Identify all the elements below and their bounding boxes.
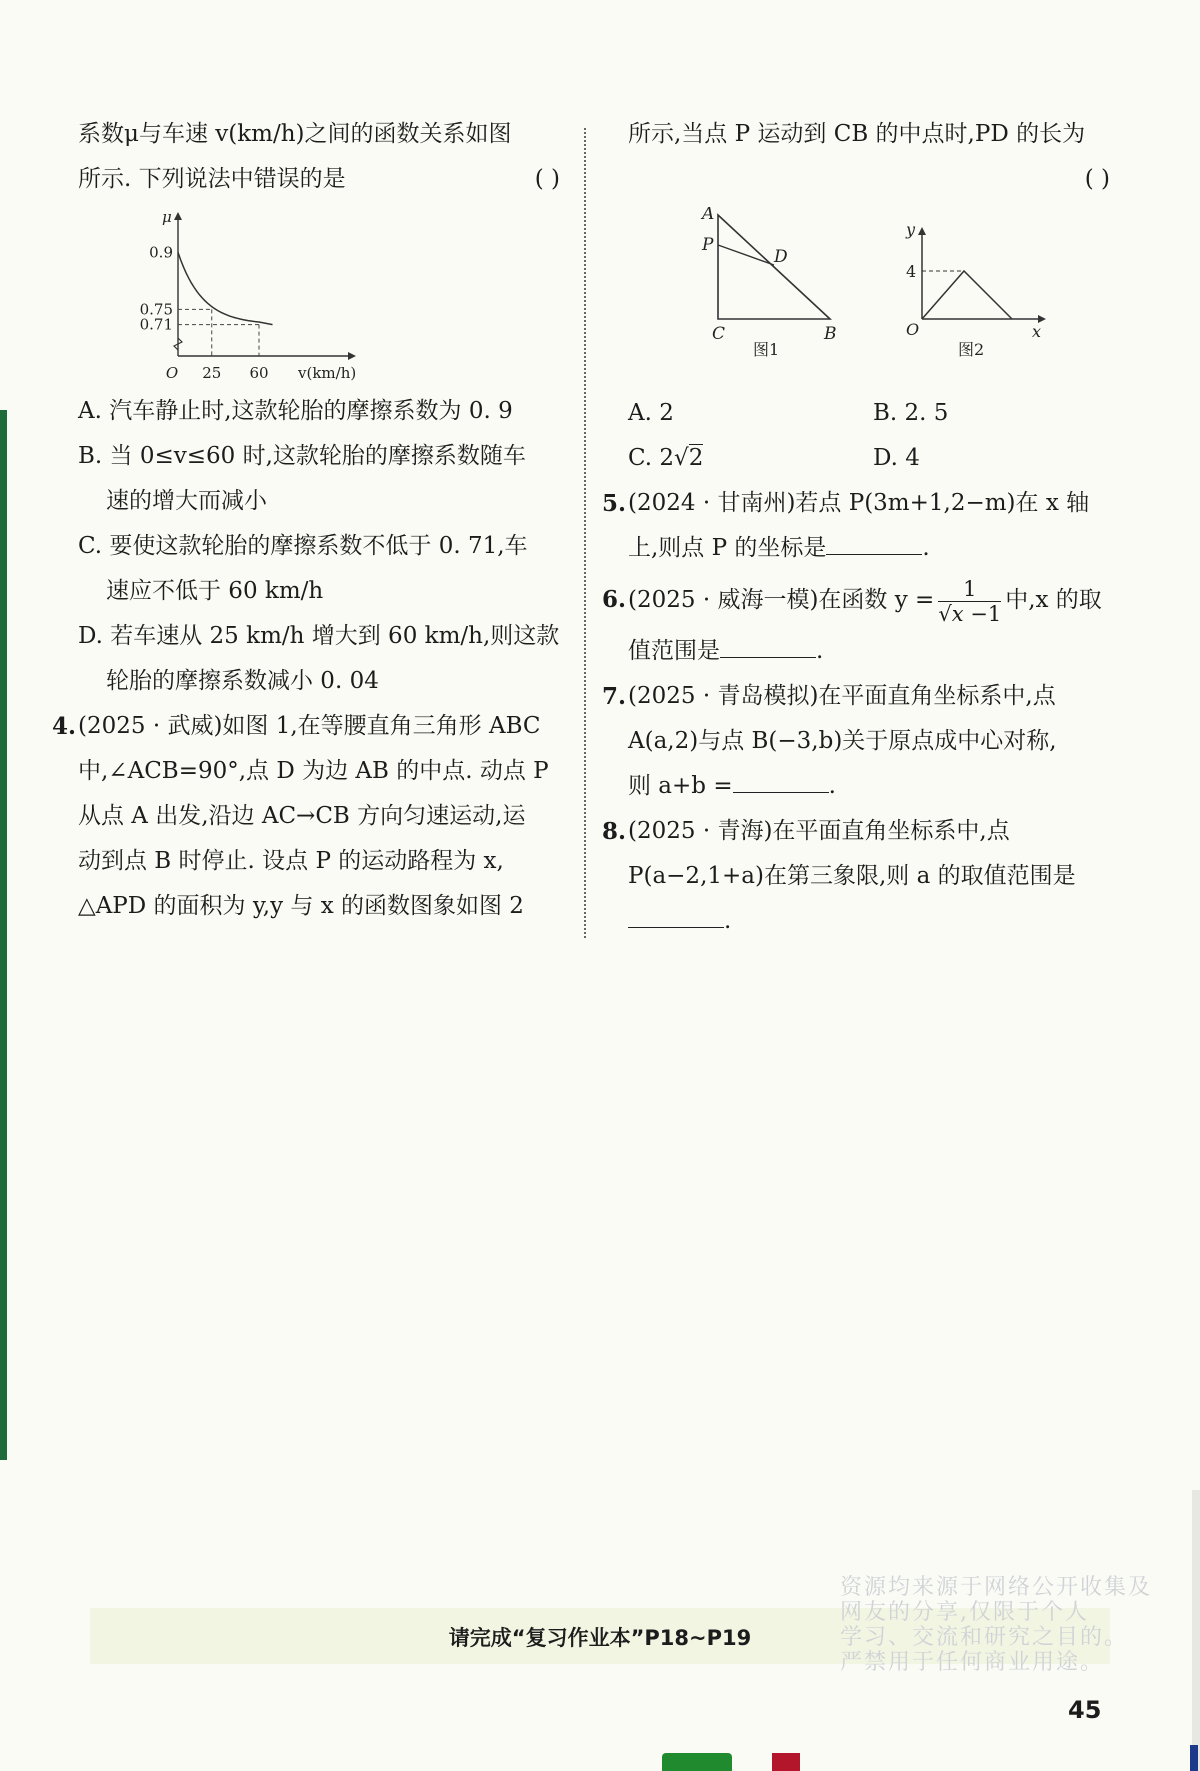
fig2-graph (922, 271, 1012, 319)
x-axis-label: v(km/h) (298, 364, 357, 382)
left-column (52, 112, 568, 929)
option-c-line1: C. 要使这款轮胎的摩擦系数不低于 0. 71,车 (78, 533, 528, 559)
fig2-label-o: O (906, 320, 920, 339)
red-edge-tab (772, 1753, 800, 1771)
fig2-y-arrow (918, 227, 926, 235)
q8-line2: P(a−2,1+a)在第三象限,则 a 的取值范围是 (628, 863, 1076, 889)
x-axis-arrow (348, 352, 356, 360)
q7-line2: A(a,2)与点 B(−3,b)关于原点成中心对称, (628, 728, 1057, 754)
option-a: A. 汽车静止时,这款轮胎的摩擦系数为 0. 9 (78, 398, 513, 424)
q7-period: . (828, 773, 836, 799)
fig1-label-p: P (702, 235, 714, 255)
fig1-label-b: B (824, 324, 837, 344)
q7-number: 7. (602, 683, 627, 710)
q5-line1 (602, 481, 1118, 526)
friction-chart (138, 208, 368, 383)
green-edge-tab (662, 1753, 732, 1771)
q3-intro-line2 (78, 157, 568, 202)
option-d-line1: D. 若车速从 25 km/h 增大到 60 km/h,则这款 (78, 623, 560, 649)
chart-guides (178, 309, 259, 356)
q6-prefix: (2025 · 威海一模)在函数 y = (628, 587, 935, 613)
triangle-abc (718, 215, 830, 319)
q8-period: . (724, 908, 732, 934)
q3-answer-paren: ( ) (534, 166, 560, 192)
friction-curve (178, 252, 273, 324)
q6-frac-tail: −1 (963, 601, 1002, 626)
y-axis-label: μ (162, 208, 172, 226)
x-tick-label: 60 (249, 364, 269, 382)
left-edge-bar (0, 410, 7, 1460)
q5-period: . (922, 535, 930, 561)
q4-line3: 从点 A 出发,沿边 AC→CB 方向匀速运动,运 (78, 803, 526, 829)
q5-line2 (628, 526, 1118, 571)
q8-line1-text: (2025 · 青海)在平面直角坐标系中,点 (628, 818, 1010, 844)
y-tick-label: 0.75 (139, 300, 173, 319)
q5-answer-blank (826, 528, 922, 555)
q4-options-row2 (628, 436, 1118, 481)
q8-number: 8. (602, 818, 627, 845)
chart-axes (174, 212, 356, 360)
y-axis-arrow (174, 212, 182, 220)
blue-edge-tab (1190, 1745, 1198, 1771)
q6-line2 (628, 629, 1118, 674)
q7-answer-blank (733, 766, 829, 793)
q6-frac-den (938, 602, 1001, 626)
q4-option-a: A. 2 (628, 400, 674, 426)
q3-intro-line1: 系数μ与车速 v(km/h)之间的函数关系如图 (78, 121, 512, 147)
fig1-label-a: A (702, 207, 715, 224)
q4-figures-svg (628, 207, 1108, 387)
q4-option-d: D. 4 (873, 445, 920, 471)
fig2-label-x: x (1032, 322, 1042, 341)
q6-line1 (602, 571, 1118, 629)
q6-answer-blank (720, 631, 816, 658)
option-c-line2: 速应不低于 60 km/h (106, 578, 324, 604)
q4-line1 (52, 704, 568, 749)
column-divider (584, 128, 586, 938)
q4-line5: △APD 的面积为 y,y 与 x 的函数图象如图 2 (78, 893, 524, 919)
q4-answer-paren: ( ) (1084, 166, 1110, 192)
q4-option-c (628, 436, 873, 481)
y-tick-label: 0.71 (139, 315, 173, 334)
q4-line1-text: (2025 · 武威)如图 1,在等腰直角三角形 ABC (78, 713, 541, 739)
q4-options-row1 (628, 391, 1118, 436)
sqrt-sign: √ (674, 445, 689, 471)
right-column (602, 112, 1118, 944)
origin-label: O (165, 364, 179, 382)
q4-figures (628, 207, 1118, 387)
option-b-line1: B. 当 0≤v≤60 时,这款轮胎的摩擦系数随车 (78, 443, 526, 469)
q6-period: . (816, 638, 824, 664)
option-d-line2: 轮胎的摩擦系数减小 0. 04 (106, 668, 379, 694)
q5-line2-text: 上,则点 P 的坐标是 (628, 535, 827, 561)
y-tick-label: 0.9 (149, 243, 173, 262)
fig2-caption: 图2 (958, 340, 985, 359)
q6-frac-radicand: x (951, 601, 964, 626)
figure-1 (700, 207, 837, 359)
q4-number: 4. (52, 713, 77, 740)
segment-pd (718, 245, 774, 265)
q6-line2-text: 值范围是 (628, 638, 720, 664)
option-b-line2: 速的增大而减小 (106, 488, 267, 514)
q4-option-c-prefix: C. 2 (628, 445, 675, 471)
q3-intro-line2-text: 所示. 下列说法中错误的是 (78, 166, 346, 192)
q8-answer-blank (628, 901, 724, 928)
q6-fraction (938, 577, 1001, 626)
fig2-label-4: 4 (906, 262, 917, 281)
q7-line1 (602, 674, 1118, 719)
q4-cont-line1: 所示,当点 P 运动到 CB 的中点时,PD 的长为 (628, 121, 1086, 147)
q7-line3 (628, 764, 1118, 809)
q4-line4: 动到点 B 时停止. 设点 P 的运动路程为 x, (78, 848, 504, 874)
fig2-label-y: y (906, 220, 916, 239)
q8-line1 (602, 809, 1118, 854)
footer-instruction: 请完成“复习作业本”P18~P19 (448, 1626, 752, 1650)
x-tick-label: 25 (202, 364, 222, 382)
page-number: 45 (1068, 1696, 1102, 1724)
q4-option-c-radicand: 2 (688, 445, 704, 471)
chart-series (178, 252, 273, 324)
q4-paren-line (628, 157, 1118, 197)
q6-suffix: 中,x 的取 (1005, 587, 1102, 613)
q7-line1-text: (2025 · 青岛模拟)在平面直角坐标系中,点 (628, 683, 1056, 709)
fig1-label-d: D (774, 247, 788, 267)
q6-frac-num: 1 (938, 577, 1001, 602)
q5-number: 5. (602, 490, 627, 517)
watermark-text: 资源均来源于网络公开收集及 网友的分享,仅限于个人 学习、交流和研究之目的。 严禁用于任何商业用途。 (840, 1575, 1153, 1675)
q5-line1-text: (2024 · 甘南州)若点 P(3m+1,2−m)在 x 轴 (628, 490, 1090, 516)
q8-line3 (628, 899, 1118, 944)
fig1-label-c: C (712, 324, 726, 344)
q4-option-b: B. 2. 5 (873, 400, 949, 426)
q7-line3-text: 则 a+b = (628, 773, 733, 799)
fig1-caption: 图1 (753, 340, 780, 359)
figure-2 (905, 220, 1046, 359)
sqrt-sign: √ (938, 601, 952, 626)
q4-line2: 中,∠ACB=90°,点 D 为边 AB 的中点. 动点 P (78, 758, 549, 784)
q6-number: 6. (602, 586, 627, 613)
